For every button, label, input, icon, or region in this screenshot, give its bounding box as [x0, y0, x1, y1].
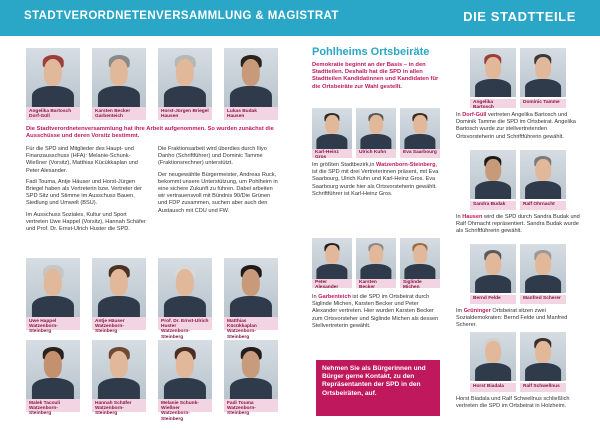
text: , ist die SPD mit drei Vertreterinnen präsent, mit Eva Saarbourg, Ulrich Kuhn und Karl-Heinz Gros. Eva Saarbourg wurde hier als Ortsvorsteherin gewählt. Schriftführer ist Karl-Heinz Gros. [312, 162, 439, 197]
text: In [312, 294, 319, 300]
portrait-name: Bernd Felde [473, 296, 501, 301]
portrait-name: Uwe Happel [29, 319, 57, 324]
portrait-place: Watzenborn-Steinberg [29, 406, 58, 417]
portrait [520, 150, 566, 210]
portrait-place: Watzenborn-Steinberg [29, 324, 58, 335]
portrait-place: Watzenborn-Steinberg [95, 406, 124, 417]
portrait [470, 48, 516, 111]
portrait-name: Hannah Schäfer [95, 401, 132, 406]
portrait-name: Malek Tacouli [29, 401, 61, 406]
paragraph: Die Fraktionsarbeit wird überdies durch Iliyo Danho (Schriftführer) und Dominic Tamme (Fraktionsrechner) unterstützt. [158, 146, 267, 167]
left-section-title: STADTVERORDNETENVERSAMMLUNG & MAGISTRAT [24, 10, 339, 22]
text: Im [456, 308, 464, 314]
portrait [470, 150, 516, 210]
portrait-name: Peter Alexander [315, 280, 339, 291]
gruningen-text [456, 308, 580, 330]
paragraph: Für die SPD sind Mitglieder des Haupt- und Finanzausschuss (HFA): Melanie-Schunk-Wießner (Vorsitz), Matthias Kücükkaplan und Peter Alexander. [26, 146, 138, 174]
portrait-name: Matthias Kücükkaplan [227, 319, 257, 330]
portrait-name: Horst-Jürgen Briegel [161, 109, 209, 114]
right-section-title: DIE STADTTEILE [463, 9, 576, 24]
text: vertreten Angelika Bartosch und Dominik Tamme die SPD im Ortsbeirat. Angelika Bartosch wurde zur stellvertretenden Ortsvorsteherin und Schriftführerin gewählt. [456, 112, 576, 140]
intro-lead: Die Stadtverordnetenversammlung hat ihre Arbeit aufgenommen. So wurden zunächst die Ausschüsse und deren Vorsitz bestimmt. [26, 126, 274, 140]
portrait-name: Ralf Ohrnacht [523, 202, 555, 207]
portrait [92, 258, 146, 335]
portrait-name: Karsten Becker [95, 109, 131, 114]
portrait [92, 48, 146, 120]
portrait-place: Watzenborn-Steinberg [227, 329, 256, 340]
portrait-place: Hausen [227, 114, 245, 120]
portrait [520, 332, 566, 392]
portrait-name: Angelika Bartosch [473, 100, 494, 111]
ortsbeirate-heading: Pohlheims Ortsbeiräte [312, 46, 430, 58]
portrait-name: Horst Biadala [473, 384, 504, 389]
paragraph: Der neugewählte Bürgermeister, Andreas Ruck, bekommt unsere Unterstützung, um Pohlheim in eine sichere Zukunft zu führen. Dabei arbeiten wir vertrauensvoll mit Bündnis 90/Die Grünen und FDP zusammen, suchen aber auch den Austausch mit CDU und FW. [158, 171, 278, 214]
portrait [26, 48, 80, 120]
place-name: Hausen [462, 214, 483, 220]
fraction-text [158, 146, 278, 219]
portrait [26, 340, 80, 417]
text: Im größten Stadtbezirk,in [312, 162, 377, 168]
portrait [400, 238, 440, 291]
portrait-name: Lukas Budak [227, 109, 257, 114]
portrait-place: Watzenborn-Steinberg [161, 411, 190, 422]
paragraph: Im Ausschuss Soziales, Kultur und Sport vertreten Uwe Happel (Vorsitz), Hannah Schäfer und Prof. Dr. Ernst-Ulrich Huster die SPD. [26, 211, 146, 233]
portrait-place: Garbenteich [95, 114, 123, 120]
portrait [520, 48, 566, 108]
portrait [312, 238, 352, 291]
portrait [224, 340, 278, 417]
contact-callout: Nehmen Sie als Bürgerinnen und Bürger gerne Kontakt, zu den Repräsentanten der SPD in den Ortsbeiräten, auf. [316, 360, 440, 416]
portrait-place: Hausen [161, 114, 179, 120]
portrait-name: Eva Saarbourg [403, 150, 437, 155]
committees-text [26, 146, 146, 237]
portrait [356, 108, 396, 158]
portrait [470, 332, 516, 392]
watzenborn-text [312, 162, 440, 198]
portrait-name: Karl-Heinz Gros [315, 150, 339, 161]
place-name: Grüninger [463, 308, 491, 314]
portrait-name: Siglinde Michen [403, 280, 422, 291]
portrait [158, 340, 212, 422]
portrait-name: Antje Häuser [95, 319, 125, 324]
place-name: Garbenteich [318, 294, 351, 300]
portrait-name: Dominic Tamme [523, 100, 560, 105]
text: ist die SPD im Ortsbeirat durch Siglinde Michen, Karsten Becker und Peter Alexander vertreten. Hier wurden Karsten Becker zum Ortsvorsteher und Siglinde Michen als dessen Stellvertreterin gewählt. [312, 294, 439, 329]
portrait-name: Fadi Touma [227, 401, 254, 406]
text: In [456, 214, 463, 220]
paragraph: Fadi Touma, Antje Häuser und Horst-Jürgen Briegel haben als Vertreterin bzw. Vertreter der SPD Sitz und Stimme im Ausschuss Bauen, Siedlung und Umwelt (BSU). [26, 178, 142, 207]
portrait [224, 48, 278, 120]
hausen-text [456, 214, 580, 236]
portrait-name: Ulrich Kuhn [359, 150, 387, 155]
portrait [158, 48, 212, 120]
dorf-gull-text [456, 112, 580, 141]
portrait [470, 244, 516, 304]
portrait-name: Melanie Schunk-Wießner [161, 401, 199, 412]
garbenteich-text [312, 294, 440, 330]
portrait [158, 258, 212, 340]
portrait-place: Watzenborn-Steinberg [161, 329, 190, 340]
portrait [356, 238, 396, 291]
portrait-name: Ralf Schwellnus [523, 384, 560, 389]
text: In [456, 112, 463, 118]
portrait [312, 108, 352, 161]
place-name: Watzenborn-Steinberg [376, 162, 436, 168]
portrait [92, 340, 146, 417]
portrait-name: Sandra Budak [473, 202, 506, 207]
portrait-place: Dorf-Güll [29, 114, 50, 120]
portrait-name: Prof. Dr. Ernst-Ulrich Huster [161, 319, 209, 330]
holzheim-text: Horst Biadala und Ralf Schwellnus schließlich vertreten die SPD im Ortsbeirat in Holzheim. [456, 396, 570, 410]
portrait [26, 258, 80, 335]
portrait [224, 258, 278, 340]
portrait [520, 244, 566, 304]
portrait-name: Karsten Becker [359, 280, 377, 291]
portrait-name: Manfred Scherer [523, 296, 561, 301]
portrait [400, 108, 440, 158]
place-name: Dorf-Güll [462, 112, 487, 118]
portrait-name: Angelika Bartosch [29, 109, 72, 114]
text: wird die SPD durch Sandra Budak und Ralf Ohrnacht repräsentiert. Sandra Budak wurde als Schriftführerin gewählt. [456, 214, 580, 235]
text: Ortsbeirat sitzen zwei Sozialdemokraten: Bernd Felde und Manfred Scherer. [456, 308, 568, 329]
header-banner [0, 0, 600, 36]
portrait-place: Watzenborn-Steinberg [95, 324, 124, 335]
portrait-place: Watzenborn-Steinberg [227, 406, 256, 417]
ortsbeirate-lead: Demokratie beginnt an der Basis – in den Stadtteilen. Deshalb hat die SPD in allen Stadtteilen Kandidatinnen und Kandidaten für die Ortsbeiräte zur Wahl gestellt. [312, 62, 439, 90]
